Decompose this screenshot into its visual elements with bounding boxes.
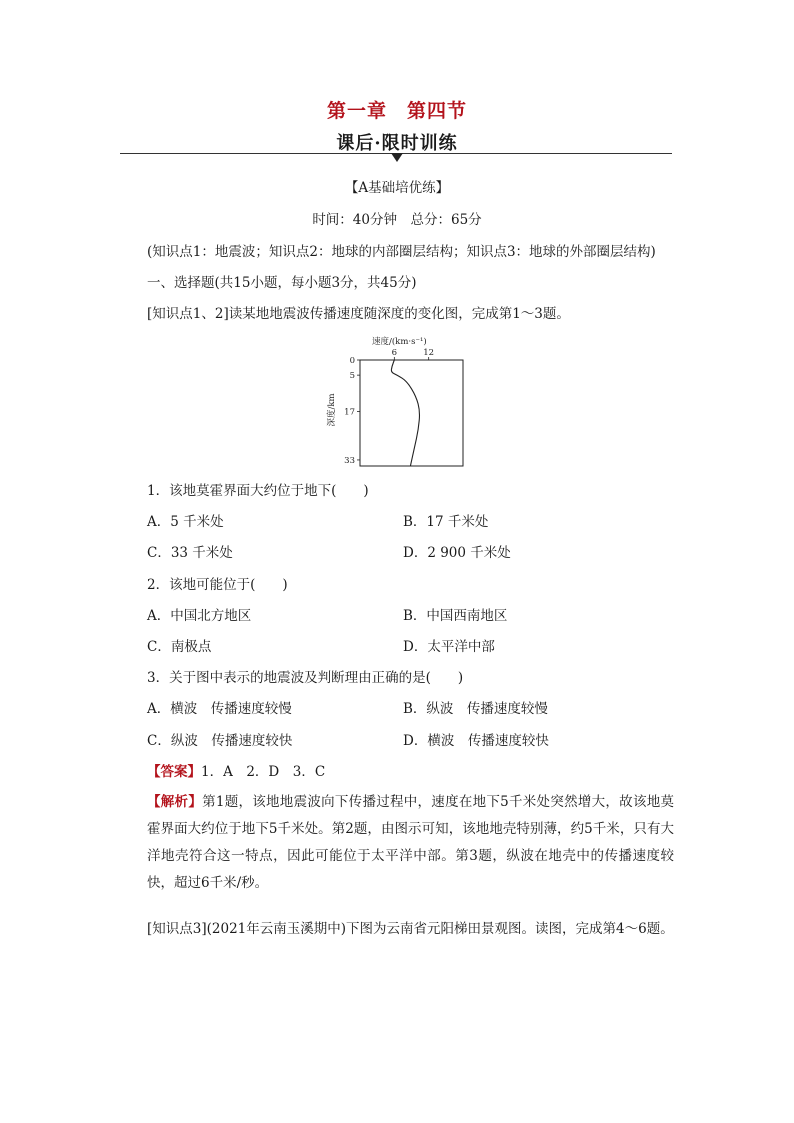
analysis-tag: 【解析】 (147, 794, 203, 810)
x-tick-label: 6 (391, 348, 398, 358)
question-3-option-b: B．纵波 传播速度较慢 (403, 701, 548, 717)
question-1-option-d: D．2 900 千米处 (403, 545, 511, 561)
plot-frame (360, 360, 463, 466)
y-tick-label: 33 (344, 455, 355, 466)
question-2-option-b: B．中国西南地区 (403, 608, 508, 624)
next-question-intro: [知识点3](2021年云南玉溪期中)下图为云南省元阳梯田景观图。读图，完成第4～6题。 (147, 921, 674, 937)
question-1-option-c: C．33 千米处 (147, 545, 233, 561)
x-tick-label: 12 (423, 348, 435, 358)
question-1-option-b: B．17 千米处 (403, 514, 489, 530)
analysis-paragraph (147, 789, 674, 897)
time-info: 时间：40分钟 总分：65分 (312, 212, 482, 228)
question-2-option-c: C．南极点 (147, 639, 212, 655)
question-2-stem: 2．该地可能位于( ) (147, 577, 288, 593)
question-2-option-d: D．太平洋中部 (403, 639, 495, 655)
y-tick-label: 0 (349, 356, 355, 366)
question-1-stem: 1．该地莫霍界面大约位于地下( ) (147, 483, 369, 499)
y-tick-label: 17 (344, 407, 355, 418)
question-3-stem: 3．关于图中表示的地震波及判断理由正确的是( ) (147, 670, 464, 686)
section-heading: 一、选择题(共15小题，每小题3分，共45分) (147, 275, 417, 291)
question-2-option-a: A．中国北方地区 (147, 608, 252, 624)
question-3-option-a: A．横波 传播速度较慢 (147, 701, 292, 717)
y-axis-label: 深度/km (327, 393, 337, 427)
question-3-option-c: C．纵波 传播速度较快 (147, 733, 293, 749)
knowledge-points: (知识点1：地震波；知识点2：地球的内部圈层结构；知识点3：地球的外部圈层结构) (147, 244, 656, 260)
analysis-text: 第1题，该地地震波向下传播过程中，速度在地下5千米处突然增大，故该地莫霍界面大约位于地下5千米处。第2题，由图示可知，该地地壳特别薄，约5千米，只有大洋地壳符合这一特点，因此可能位于太平洋中部。第3题，纵波在地壳中的传播速度较快，超过6千米/秒。 (147, 794, 674, 891)
y-tick-label: 5 (349, 371, 355, 382)
group-label: 【A基础培优练】 (344, 180, 450, 196)
divider-triangle-icon (391, 153, 403, 162)
answer-text: 1．A 2．D 3．C (201, 764, 326, 780)
answer-line (147, 762, 325, 782)
velocity-curve (391, 360, 419, 466)
section-title: 课后·限时训练 (336, 133, 458, 154)
question-intro: [知识点1、2]读某地地震波传播速度随深度的变化图，完成第1～3题。 (147, 306, 570, 322)
answer-tag: 【答案】 (147, 764, 201, 780)
x-axis-label: 速度/(km·s⁻¹) (372, 337, 427, 347)
seismic-velocity-chart (320, 332, 480, 470)
chapter-title: 第一章 第四节 (326, 100, 467, 122)
question-1-option-a: A．5 千米处 (147, 514, 224, 530)
question-3-option-d: D．横波 传播速度较快 (403, 733, 549, 749)
